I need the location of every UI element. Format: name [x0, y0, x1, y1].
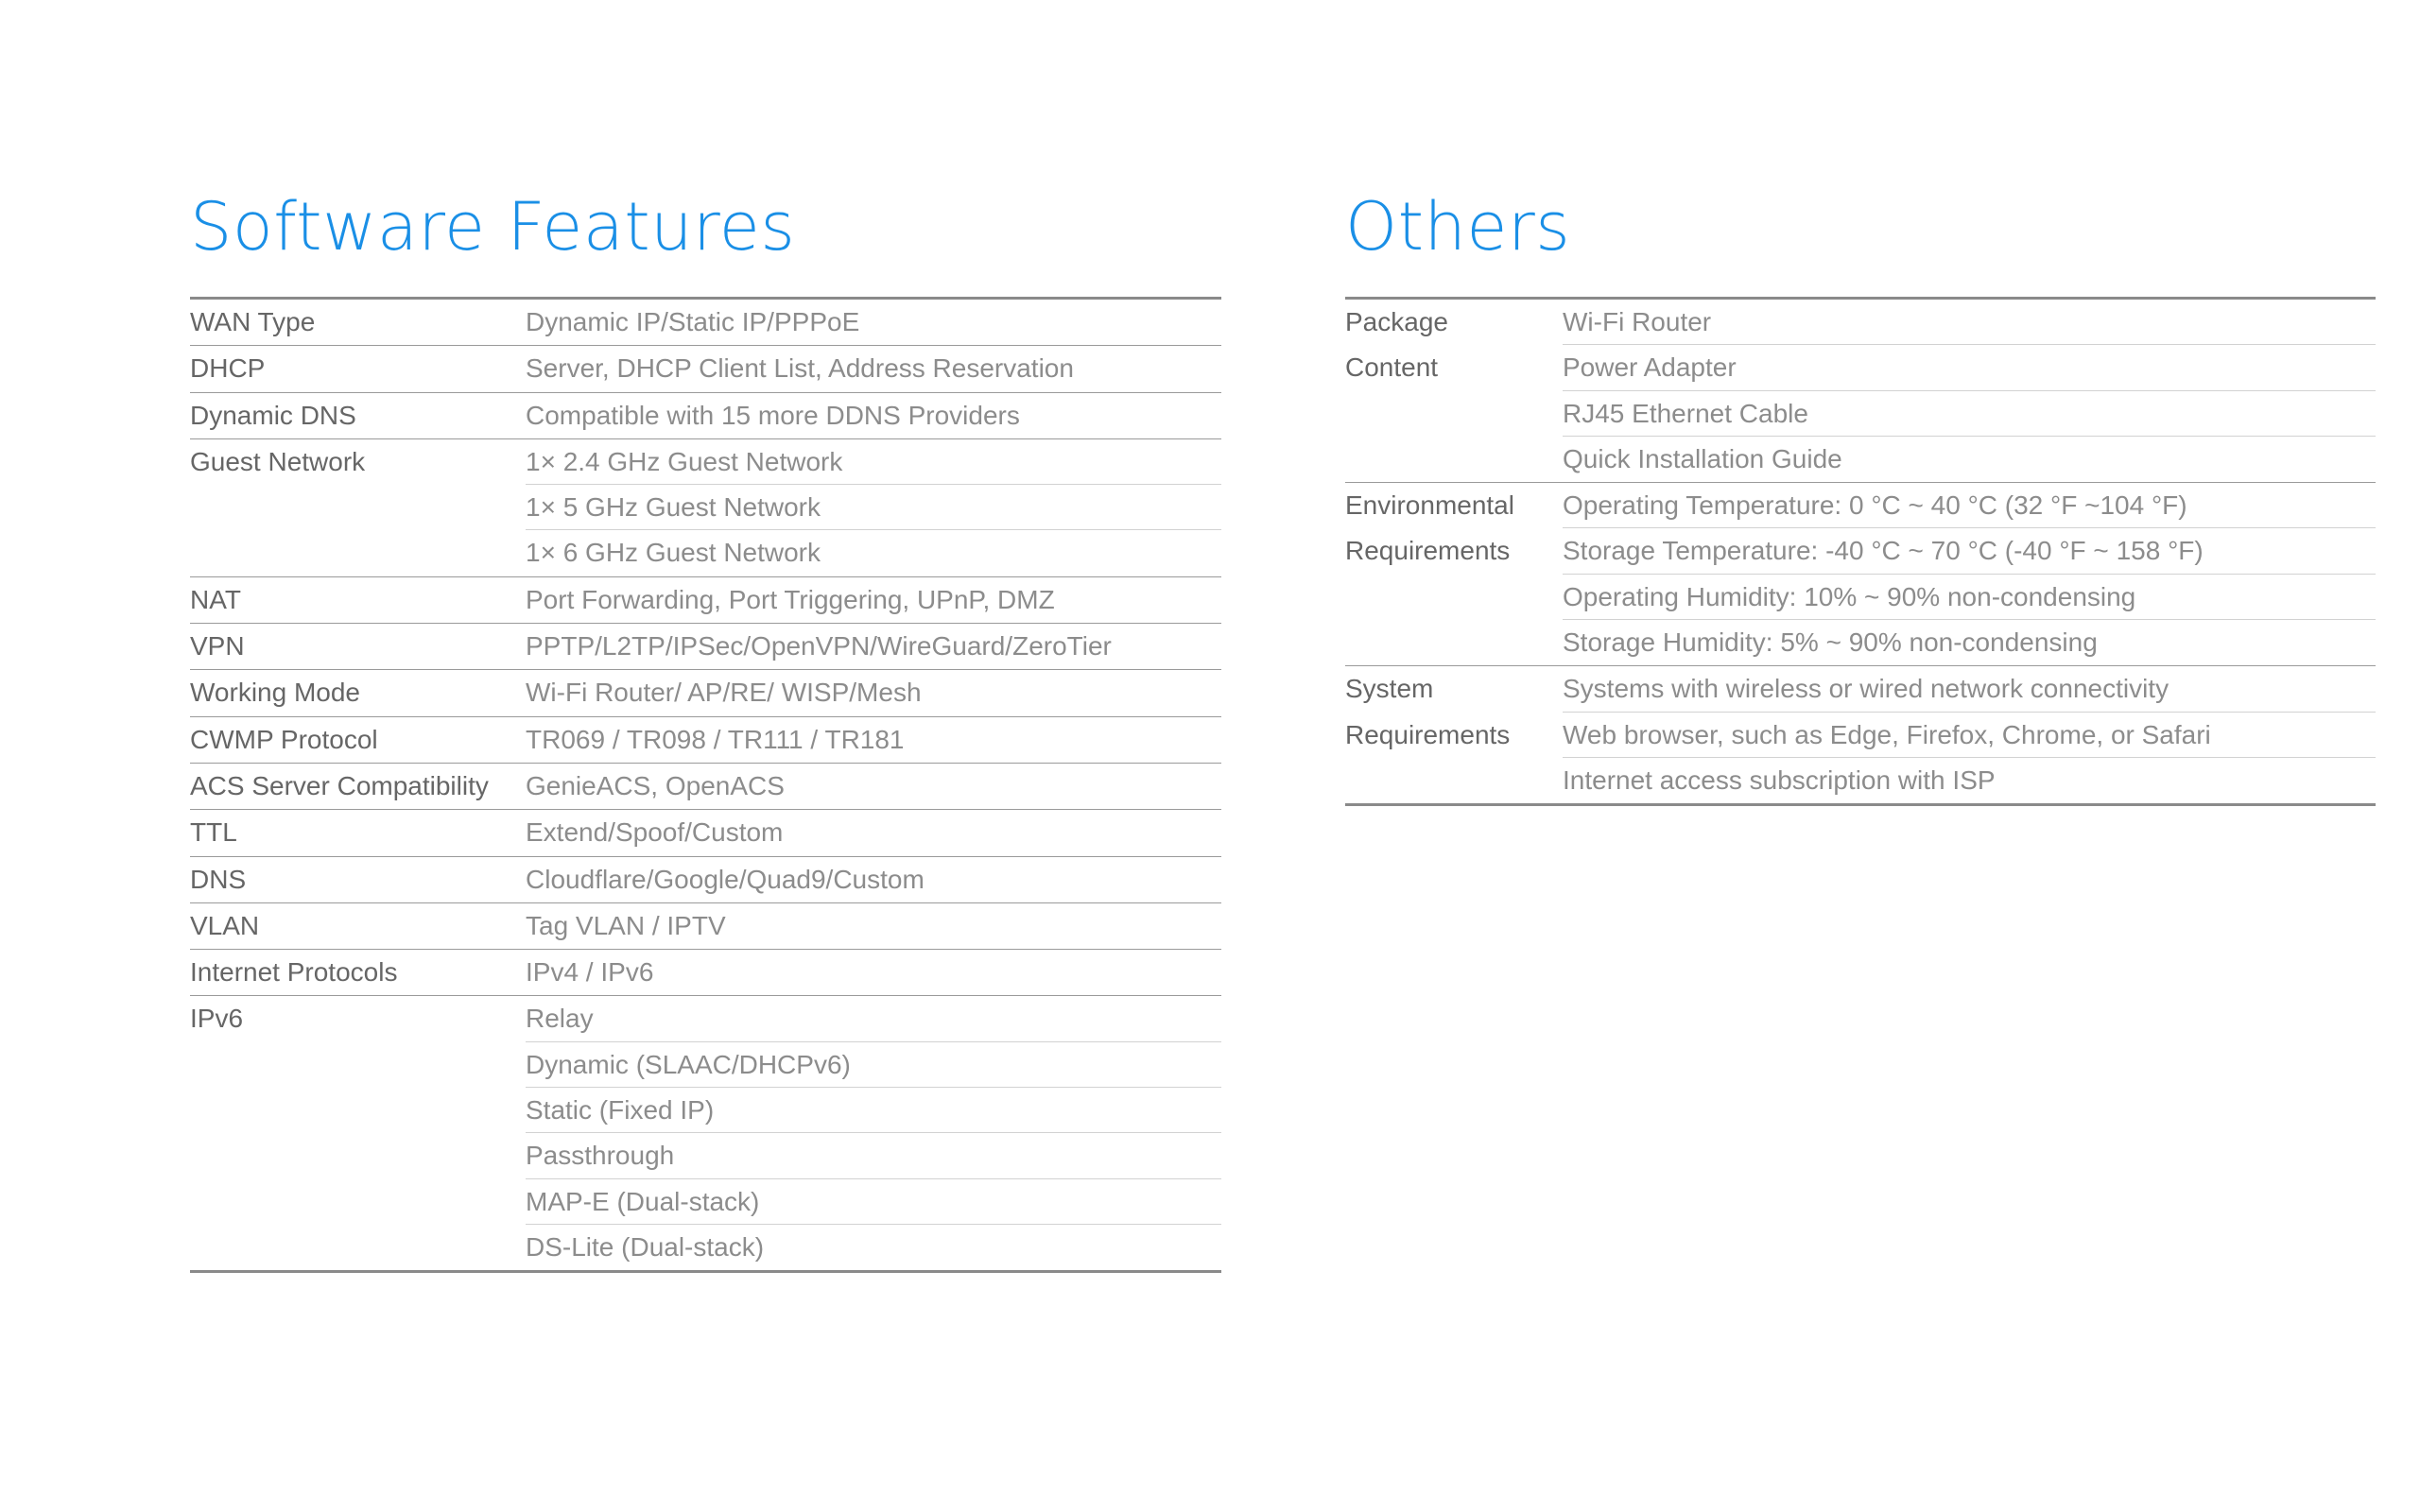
spec-group: [190, 300, 1221, 346]
spec-label-line: Requirements: [1345, 536, 1511, 566]
spec-value: Dynamic IP/Static IP/PPPoE: [526, 307, 860, 336]
spec-value: Compatible with 15 more DDNS Providers: [526, 400, 1020, 430]
spec-label-line: VLAN: [190, 910, 260, 940]
spec-value: RJ45 Ethernet Cable: [1563, 391, 2376, 437]
spec-label: [190, 670, 360, 715]
spec-label: [190, 950, 397, 995]
spec-values: [526, 393, 1221, 438]
spec-value: 1× 2.4 GHz Guest Network: [526, 439, 1221, 485]
spec-values: [526, 717, 1221, 763]
spec-label-line: Working Mode: [190, 678, 361, 708]
spec-values: [526, 764, 1221, 809]
spec-label-line: WAN Type: [190, 307, 316, 336]
spec-value: Power Adapter: [1563, 345, 2376, 390]
spec-label-line: Package: [1345, 307, 1448, 336]
spec-value: Extend/Spoof/Custom: [526, 817, 784, 848]
spec-label-line: Environmental: [1345, 490, 1514, 521]
spec-value: Web browser, such as Edge, Firefox, Chrome, or Safari: [1563, 713, 2376, 758]
spec-values: [526, 577, 1221, 623]
spec-label-line: Content: [1345, 352, 1439, 383]
spec-label: [190, 996, 243, 1041]
spec-label-line: Requirements: [1345, 719, 1511, 749]
software-features-table: [190, 297, 1221, 1273]
spec-group: [190, 996, 1221, 1270]
spec-label-line: ACS Server Compatibility: [190, 770, 489, 800]
spec-label: [190, 346, 265, 391]
spec-group: [190, 346, 1221, 392]
spec-group: [190, 577, 1221, 624]
others-title: Others: [1345, 188, 1571, 266]
spec-label-line: Guest Network: [190, 446, 366, 476]
spec-values: [1563, 666, 2376, 803]
spec-value: Operating Temperature: 0 °C ~ 40 °C (32 °F ~104 °F): [1563, 483, 2376, 528]
spec-label-line: IPv6: [190, 1004, 244, 1034]
spec-value: GenieACS, OpenACS: [526, 770, 785, 800]
spec-group: [190, 439, 1221, 577]
spec-value: Static (Fixed IP): [526, 1088, 1221, 1133]
spec-label-line: VPN: [190, 631, 245, 662]
spec-label: [190, 810, 237, 855]
spec-value: Internet access subscription with ISP: [1563, 765, 1996, 795]
spec-label: [190, 577, 241, 623]
spec-label-line: TTL: [190, 817, 237, 848]
spec-label: [190, 717, 378, 763]
spec-label: [190, 764, 489, 809]
spec-value: Operating Humidity: 10% ~ 90% non-condensing: [1563, 575, 2376, 620]
spec-group: [190, 624, 1221, 670]
spec-group: [190, 903, 1221, 950]
spec-value: Wi-Fi Router: [1563, 300, 2376, 345]
spec-value: 1× 6 GHz Guest Network: [526, 538, 821, 568]
spec-value: TR069 / TR098 / TR111 / TR181: [526, 724, 905, 754]
software-features-title: Software Features: [190, 188, 796, 266]
spec-value: Server, DHCP Client List, Address Reservation: [526, 353, 1074, 384]
spec-label-line: System: [1345, 674, 1434, 704]
spec-label-line: DHCP: [190, 353, 266, 384]
spec-value: Systems with wireless or wired network connectivity: [1563, 666, 2376, 712]
spec-value: Port Forwarding, Port Triggering, UPnP, DMZ: [526, 584, 1055, 614]
spec-group: [1345, 300, 2376, 483]
spec-value: MAP-E (Dual-stack): [526, 1179, 1221, 1225]
others-table: [1345, 297, 2376, 806]
spec-label-line: Internet Protocols: [190, 957, 398, 988]
spec-label-line: NAT: [190, 584, 241, 614]
spec-label: [190, 300, 315, 345]
spec-values: [526, 624, 1221, 669]
spec-value: Tag VLAN / IPTV: [526, 910, 726, 940]
spec-value: Quick Installation Guide: [1563, 443, 1842, 473]
spec-group: [190, 393, 1221, 439]
spec-group: [1345, 483, 2376, 666]
spec-values: [1563, 300, 2376, 482]
spec-values: [526, 903, 1221, 949]
spec-values: [526, 346, 1221, 391]
spec-group: [190, 810, 1221, 856]
spec-values: [526, 300, 1221, 345]
spec-group: [190, 857, 1221, 903]
spec-label-line: Dynamic DNS: [190, 400, 356, 430]
spec-values: [1563, 483, 2376, 665]
spec-value: Relay: [526, 996, 1221, 1041]
spec-label: [190, 903, 259, 949]
spec-values: [526, 670, 1221, 715]
spec-value: Cloudflare/Google/Quad9/Custom: [526, 864, 925, 894]
spec-group: [190, 670, 1221, 716]
spec-values: [526, 996, 1221, 1270]
spec-label-line: DNS: [190, 864, 247, 894]
spec-value: Dynamic (SLAAC/DHCPv6): [526, 1042, 1221, 1088]
spec-group: [190, 950, 1221, 996]
spec-value: 1× 5 GHz Guest Network: [526, 485, 1221, 530]
spec-value: Storage Humidity: 5% ~ 90% non-condensing: [1563, 627, 2098, 658]
spec-label: [190, 439, 365, 485]
spec-value: PPTP/L2TP/IPSec/OpenVPN/WireGuard/ZeroTier: [526, 631, 1112, 662]
spec-group: [1345, 666, 2376, 803]
spec-label: [1345, 483, 1514, 575]
spec-values: [526, 950, 1221, 995]
spec-values: [526, 857, 1221, 902]
spec-label: [1345, 666, 1510, 758]
spec-value: Wi-Fi Router/ AP/RE/ WISP/Mesh: [526, 678, 922, 708]
spec-values: [526, 439, 1221, 576]
spec-values: [526, 810, 1221, 855]
spec-value: Storage Temperature: -40 °C ~ 70 °C (-40 °F ~ 158 °F): [1563, 528, 2376, 574]
spec-group: [190, 717, 1221, 764]
spec-label: [1345, 300, 1448, 391]
spec-value: Passthrough: [526, 1133, 1221, 1178]
spec-value: DS-Lite (Dual-stack): [526, 1231, 765, 1262]
spec-value: IPv4 / IPv6: [526, 957, 654, 988]
spec-label: [190, 624, 245, 669]
spec-label: [190, 857, 246, 902]
spec-label: [190, 393, 356, 438]
spec-label-line: CWMP Protocol: [190, 724, 378, 754]
spec-group: [190, 764, 1221, 810]
